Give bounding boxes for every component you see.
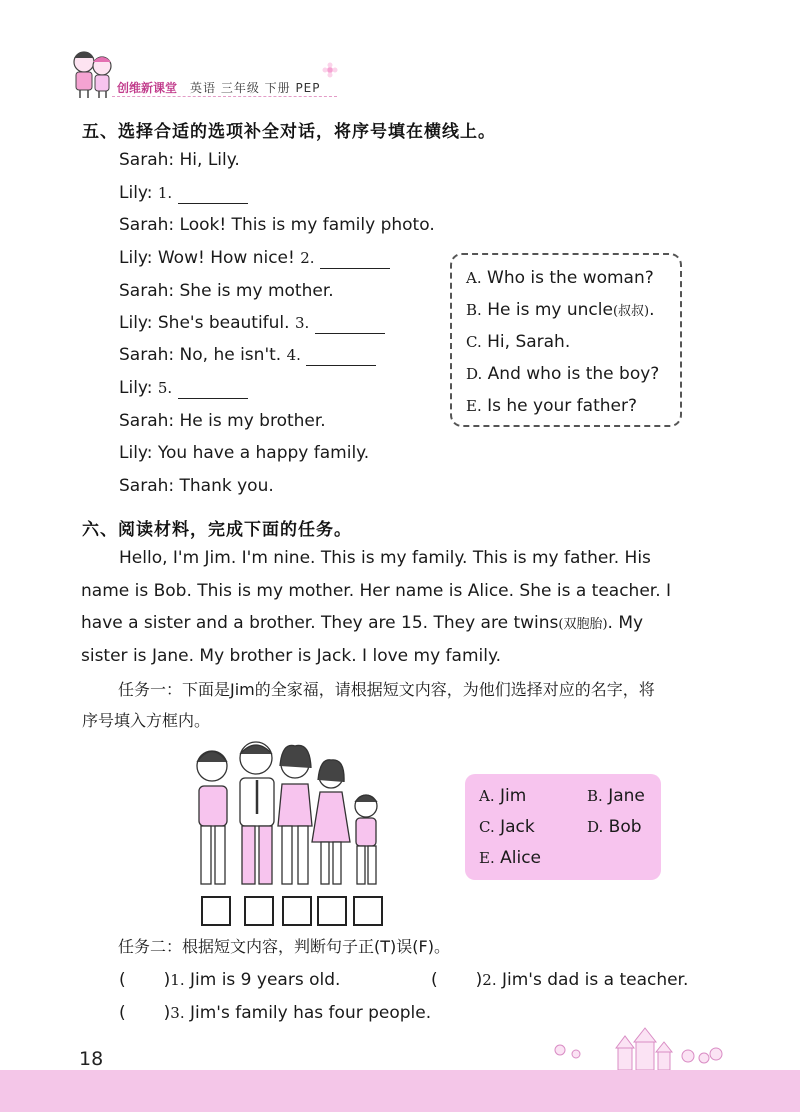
option-b: B. He is my uncle(叔叔). [466, 300, 655, 320]
task1-line2: 序号填入方框内。 [82, 711, 211, 730]
option-d: D. And who is the boy? [466, 364, 660, 384]
dialogue-line: Lily: Wow! How nice! 2. [119, 247, 390, 269]
options-box [450, 253, 682, 427]
section6-heading: 六、阅读材料，完成下面的任务。 [82, 520, 352, 540]
dialogue-line: Sarah: No, he isn't. 4. [119, 344, 376, 366]
task1-line1: 任务一：下面是Jim的全家福，请根据短文内容，为他们选择对应的名字，将 [118, 680, 655, 699]
answer-box-1[interactable] [201, 896, 231, 926]
name-option-a: A. Jim [479, 786, 527, 806]
names-box [465, 774, 661, 880]
passage-line: Hello, I'm Jim. I'm nine. This is my family. This is my father. His [119, 548, 651, 568]
dialogue-line: Lily: You have a happy family. [119, 443, 370, 463]
name-option-b: B. Jane [587, 786, 645, 806]
header-kids-logo [66, 46, 118, 100]
answer-blank-2[interactable] [320, 250, 390, 269]
answer-blank-3[interactable] [315, 315, 385, 334]
tf-answer-3[interactable] [126, 1006, 164, 1024]
task2-heading: 任务二：根据短文内容，判断句子正(T)误(F)。 [118, 937, 450, 956]
family-illustration [190, 736, 390, 894]
dialogue-line: Lily: 5. [119, 377, 248, 399]
answer-box-2[interactable] [244, 896, 274, 926]
passage-line: have a sister and a brother. They are 15. They are twins(双胞胎). My [81, 613, 644, 633]
answer-box-5[interactable] [353, 896, 383, 926]
header-divider [112, 96, 337, 97]
dialogue-line: Sarah: He is my brother. [119, 411, 326, 431]
answer-blank-4[interactable] [306, 347, 376, 366]
dialogue-line: Sarah: Thank you. [119, 476, 274, 496]
tf-answer-2[interactable] [438, 973, 476, 991]
header-meta: 英语 三年级 下册 PEP [190, 81, 321, 95]
page-number: 18 [79, 1048, 104, 1070]
name-option-c: C. Jack [479, 817, 535, 837]
passage-line: sister is Jane. My brother is Jack. I love my family. [81, 646, 501, 666]
header-brand: 创维新课堂 [117, 81, 178, 95]
name-option-d: D. Bob [587, 817, 642, 837]
answer-box-4[interactable] [317, 896, 347, 926]
answer-blank-1[interactable] [178, 185, 248, 204]
tf-answer-1[interactable] [126, 973, 164, 991]
answer-box-3[interactable] [282, 896, 312, 926]
option-a: A. Who is the woman? [466, 268, 654, 288]
tf-item-1: ( )1. Jim is 9 years old. [119, 970, 341, 990]
tf-item-3: ( )3. Jim's family has four people. [119, 1003, 432, 1023]
tf-item-2: ( )2. Jim's dad is a teacher. [431, 970, 689, 990]
dialogue-line: Sarah: Hi, Lily. [119, 150, 240, 170]
dialogue-line: Lily: 1. [119, 182, 248, 204]
header-flower-icon [322, 62, 338, 78]
dialogue-line: Sarah: Look! This is my family photo. [119, 215, 435, 235]
footer-band [0, 1070, 800, 1112]
answer-blank-5[interactable] [178, 380, 248, 399]
option-e: E. Is he your father? [466, 396, 637, 416]
dialogue-line: Lily: She's beautiful. 3. [119, 312, 385, 334]
passage-line: name is Bob. This is my mother. Her name is Alice. She is a teacher. I [81, 581, 672, 601]
option-c: C. Hi, Sarah. [466, 332, 571, 352]
name-option-e: E. Alice [479, 848, 542, 868]
castle-decoration-icon [548, 1024, 728, 1070]
dialogue-line: Sarah: She is my mother. [119, 281, 334, 301]
section5-heading: 五、选择合适的选项补全对话，将序号填在横线上。 [82, 122, 496, 142]
